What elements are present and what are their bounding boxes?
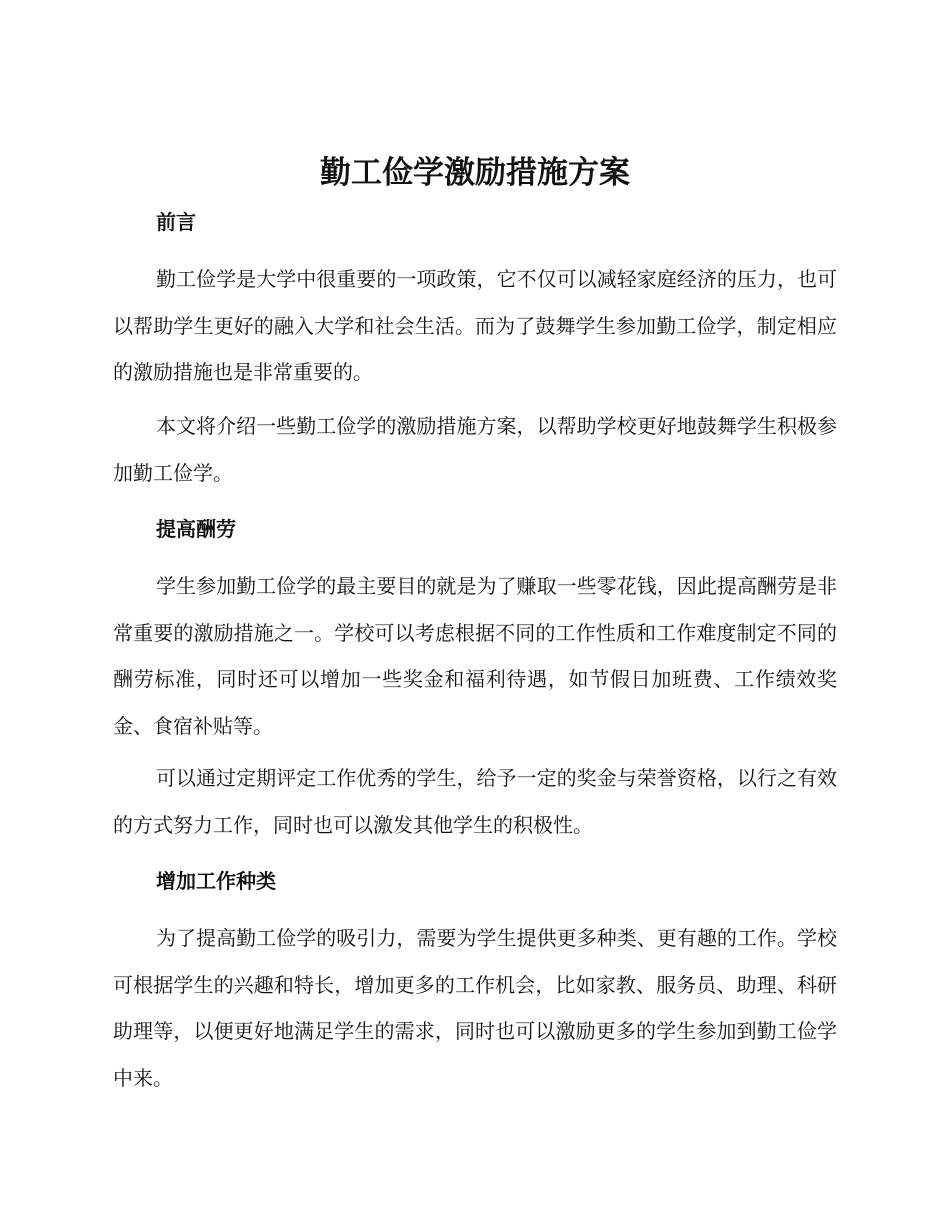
section-heading-job-types: 增加工作种类 — [156, 869, 276, 893]
section-heading-preface: 前言 — [156, 210, 196, 234]
paragraph-job-types-1: 为了提高勤工俭学的吸引力，需要为学生提供更多种类、更有趣的工作。学校可根据学生的兴趣和特长，增加更多的工作机会，比如家教、服务员、助理、科研助理等，以便更好地满足学生的需求，同时也可以激励更多的学生参加到勤工俭学中来。 — [113, 926, 837, 1090]
paragraph-pay-2: 可以通过定期评定工作优秀的学生，给予一定的奖金与荣誉资格，以行之有效的方式努力工作，同时也可以激发其他学生的积极性。 — [113, 766, 837, 837]
document-title: 勤工俭学激励措施方案 — [320, 155, 630, 191]
paragraph-preface-2: 本文将介绍一些勤工俭学的激励措施方案，以帮助学校更好地鼓舞学生积极参加勤工俭学。 — [113, 414, 837, 485]
paragraph-preface-1: 勤工俭学是大学中很重要的一项政策，它不仅可以减轻家庭经济的压力，也可以帮助学生更好的融入大学和社会生活。而为了鼓舞学生参加勤工俭学，制定相应的激励措施也是非常重要的。 — [113, 267, 837, 384]
section-heading-pay: 提高酬劳 — [156, 517, 236, 541]
paragraph-pay-1: 学生参加勤工俭学的最主要目的就是为了赚取一些零花钱，因此提高酬劳是非常重要的激励措施之一。学校可以考虑根据不同的工作性质和工作难度制定不同的酬劳标准，同时还可以增加一些奖金和福利待遇，如节假日加班费、工作绩效奖金、食宿补贴等。 — [113, 574, 837, 738]
